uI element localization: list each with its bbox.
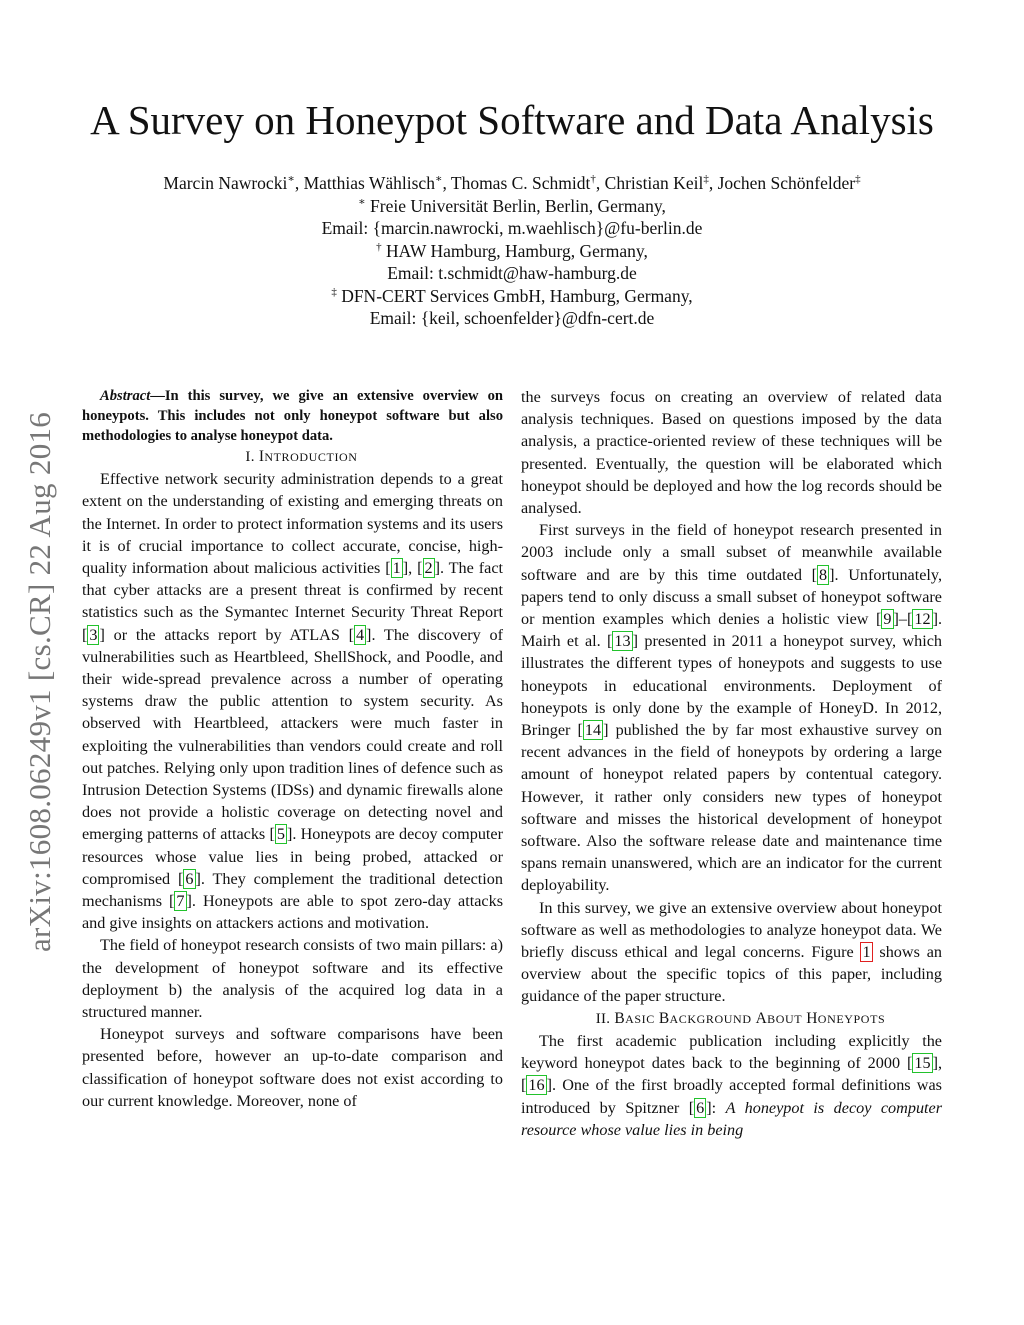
section-title-initial: H — [806, 1009, 818, 1027]
definition-quote: A honeypot is decoy computer resource whose value lies in being — [521, 1098, 943, 1139]
paper-title: A Survey on Honeypot Software and Data Analysis — [90, 97, 934, 143]
affiliation-mark: ∗ — [287, 173, 295, 186]
affiliation-email: Email: {keil, schoenfelder}@dfn-cert.de — [369, 308, 655, 328]
author-name: Jochen Schönfelder — [717, 173, 856, 193]
text-run: . The discovery of vulnerabilities such as Heartbleed, ShellShock, and Poodle, and their wide-spread prevalence across a number of operating systems draw the public attention to system security. As observed with Heartbleed, attackers were much faster in exploiting the vulnerabilities than vendors could create and roll out patches. Relying only upon tradition lines of defence such as Intrusion Detection Systems (IDSs) and dynamic firewalls alone does not provide a holistic coverage on detecting novel and emerging patterns of attacks — [82, 625, 503, 844]
affiliation-line — [60, 195, 964, 218]
paragraph: The field of honeypot research consists of two main pillars: a) the development of honeypot software and its effective deployment b) the analysis of the acquired log data in a structured manner. — [82, 936, 503, 1022]
section-numeral: I. — [245, 449, 255, 465]
section-title-rest: ONEYPOTS — [817, 1011, 886, 1026]
text-run: , — [937, 1054, 942, 1073]
citation-link[interactable]: 3 — [89, 625, 98, 644]
paragraph: First surveys in the field of honeypot research presented in 2003 include only a small subset of meanwhile available software and are by this time outdated [ 8 ]. Unfortunately, papers tend to only discuss a small subset of honeypot software or mention examples which denies a holistic view [ 9 ]–[ 12 ]. Mairh et al. [ 13 ] presented in 2011 a honeypot survey, which illustrates the different types of honeypots and suggests to use honeypots in educational environments. Deployment of honeypots is only done by the example of HoneyD. In 2012, Bringer [ 14 ] published the by far most exhaustive survey on recent advances in the field of honeypots by ordering a large amount of honeypot related papers by contentual category. However, it rather only considers new types of honeypot software and misses the historical development of honeypot software. Also the software release date and maintenance time spans remain unanswered, which are an indicator for the current deployability. — [521, 521, 943, 895]
author-block — [60, 172, 964, 330]
text-run: Effective network security administration depends to a great extent on the understanding of existing and emerging threats on the Internet. In order to protect information systems and its users it is of crucial importance to collect accurate, concise, high-quality information about malicious activities — [82, 470, 503, 578]
citation-link[interactable]: 1 — [392, 559, 401, 578]
section-heading-introduction — [82, 446, 503, 468]
citation-link[interactable]: 6 — [185, 869, 194, 888]
right-column — [521, 386, 942, 1141]
affiliation-line — [60, 240, 964, 263]
section-title-rest: BOUT — [767, 1011, 803, 1026]
affiliation-mark: ‡ — [331, 285, 337, 298]
citation-link[interactable]: 8 — [819, 565, 828, 584]
author-list: Marcin Nawrocki∗, Matthias Wählisch∗, Thomas C. Schmidt†, Christian Keil‡, Jochen Schönfelder‡ — [163, 173, 861, 193]
text-run: , — [408, 559, 418, 578]
paragraph: The first academic publication including explicitly the keyword honeypot dates back to the beginning of 2000 [ 15 ], [ 16 ]. One of the first broadly accepted formal definitions was introduced by Spitzner [ 6 ]: A honeypot is decoy computer resource whose value lies in being — [521, 1031, 943, 1139]
left-column — [82, 386, 503, 1112]
text-run: published the by far most exhaustive survey on recent advances in the field of honeypots by ordering a large amount of honeypot related papers by contentual category. However, it rather only considers new types of honeypot software and misses the historical development of honeypot software. Also the software release date and maintenance time spans remain unanswered, which are an indicator for the current deployability. — [521, 721, 942, 895]
section-heading-basic-background — [521, 1008, 942, 1030]
text-run: presented in 2011 a honeypot survey, which illustrates the different types of honeypots and suggests to use honeypots in educational environments. Deployment of honeypots is only done by the example of HoneyD. In 2012, Bringer — [521, 632, 942, 740]
text-run: The first academic publication including explicitly the keyword honeypot dates back to the beginning of 2000 — [521, 1031, 942, 1073]
section-title-initial: I — [258, 448, 265, 465]
text-run: . They complement the traditional detection mechanisms — [82, 869, 503, 911]
affiliation-mark: ‡ — [703, 173, 709, 186]
text-run: . Honeypots are able to spot zero-day attacks and give insights on attackers actions and motivation. — [82, 892, 503, 933]
affiliation-mark: † — [376, 240, 382, 253]
citation-link[interactable]: 2 — [424, 559, 433, 578]
abstract-text: In this survey, we give an extensive overview on honeypots. This includes not only honeypot software but also methodologies to analyse honeypot data. — [82, 388, 503, 444]
paragraph — [521, 897, 942, 1008]
text-run: In this survey, we give an extensive overview about honeypot software as well as methodologies to analyze honeypot data. We briefly discuss ethical and legal concerns. Figure — [521, 898, 942, 962]
text-run: First surveys in the field of honeypot research presented in 2003 include only a small subset of meanwhile available software and are by this time outdated — [521, 521, 942, 584]
author-name: Marcin Nawrocki — [163, 173, 288, 193]
section-title-rest: ASIC — [625, 1011, 655, 1026]
affiliation-name: Freie Universität Berlin, Berlin, Germany, — [370, 195, 666, 216]
text-run: . The fact that cyber attacks are a present threat is confirmed by recent statistics such as the Symantec Internet Security Threat Report — [82, 559, 503, 622]
affiliation-mark: ‡ — [855, 173, 861, 186]
author-name: Matthias Wählisch — [303, 173, 435, 193]
author-name: Thomas C. Schmidt — [450, 173, 591, 193]
affiliation-mark: † — [590, 173, 596, 186]
affiliation-name: HAW Hamburg, Hamburg, Germany, — [386, 240, 648, 261]
text-run: : — [711, 1098, 726, 1117]
text-run: or the attacks report by ATLAS — [104, 625, 349, 644]
citation-link[interactable]: 14 — [584, 721, 602, 740]
section-title-rest: NTRODUCTION — [264, 450, 358, 464]
affiliation-email: Email: t.schmidt@haw-hamburg.de — [387, 263, 637, 283]
arxiv-identifier: arXiv:1608.06249v1 [cs.CR] 22 Aug 2016 — [22, 411, 57, 952]
section-title-rest: ACKGROUND — [669, 1011, 752, 1026]
affiliation-email: Email: {marcin.nawrocki, m.waehlisch}@fu-berlin.de — [321, 218, 703, 238]
text-run: . One of the first broadly accepted formal definitions was introduced by Spitzner — [521, 1076, 942, 1117]
affiliation-line — [60, 285, 964, 308]
citation-link[interactable]: 5 — [276, 825, 285, 844]
section-title-initial: B — [614, 1009, 626, 1027]
affiliation-name: DFN-CERT Services GmbH, Hamburg, Germany, — [341, 285, 693, 306]
affiliation-mark: ∗ — [434, 173, 443, 186]
citation-link[interactable]: 6 — [696, 1098, 705, 1117]
citation-link[interactable]: 16 — [528, 1076, 545, 1095]
citation-link[interactable]: 13 — [614, 632, 631, 651]
citation-link[interactable]: 9 — [883, 610, 892, 629]
text-run: . Unfortunately, papers tend to only discuss a small subset of honeypot software or mention examples which denies a holistic view — [521, 565, 943, 629]
section-numeral: II. — [595, 1010, 611, 1027]
section-title-initial: B — [658, 1009, 670, 1027]
text-run: – — [898, 610, 907, 629]
abstract-dash: — — [150, 388, 165, 404]
section-title-initial: A — [755, 1009, 768, 1027]
text-run: . Honeypots are decoy computer resources whose value lies in being probed, attacked or compromised — [82, 825, 503, 888]
citation-link[interactable]: 7 — [176, 892, 185, 911]
abstract — [82, 386, 503, 446]
citation-link[interactable]: 15 — [914, 1054, 931, 1073]
text-run: . Mairh et al. — [521, 610, 942, 651]
author-name: Christian Keil — [604, 173, 704, 193]
figure-link[interactable]: 1 — [862, 943, 871, 962]
text-run: shows an overview about the specific topics of this paper, including guidance of the paper structure. — [521, 943, 942, 1006]
abstract-label: Abstract — [100, 388, 151, 404]
affiliation-mark: ∗ — [358, 195, 366, 208]
paragraph: Honeypot surveys and software comparisons have been presented before, however an up-to-date comparison and classification of honeypot software does not exist according to our current knowledge. Moreover, none of — [82, 1025, 503, 1110]
paragraph: the surveys focus on creating an overview of related data analysis techniques. Based on questions imposed by the data analysis, a practice-oriented review of these techniques will be presented. Eventually, the question will be elaborated which honeypot should be deployed and how the log records should be analysed. — [521, 388, 942, 518]
citation-link[interactable]: 4 — [355, 625, 365, 644]
citation-link[interactable]: 12 — [914, 610, 931, 629]
paragraph: Effective network security administration depends to a great extent on the understanding of existing and emerging threats on the Internet. In order to protect information systems and its users it is of crucial importance to collect accurate, concise, high-quality information about malicious activities [ 1 ], [ 2 ]. The fact that cyber attacks are a present threat is confirmed by recent statistics such as the Symantec Internet Security Threat Report [ 3 ] or the attacks report by ATLAS [ 4 ]. The discovery of vulnerabilities such as Heartbleed, ShellShock, and Poodle, and their wide-spread prevalence across a number of operating systems draw the public attention to system security. As observed with Heartbleed, attackers were much faster in exploiting the vulnerabilities than vendors could create and roll out patches. Relying only upon tradition lines of defence such as Intrusion Detection Systems (IDSs) and dynamic firewalls alone does not provide a holistic coverage on detecting novel and emerging patterns of attacks [ 5 ]. Honeypots are decoy computer resources whose value lies in being probed, attacked or compromised [ 6 ]. They complement the traditional detection mechanisms [ 7 ]. Honeypots are able to spot zero-day attacks and give insights on attackers actions and motivation. — [82, 470, 503, 933]
